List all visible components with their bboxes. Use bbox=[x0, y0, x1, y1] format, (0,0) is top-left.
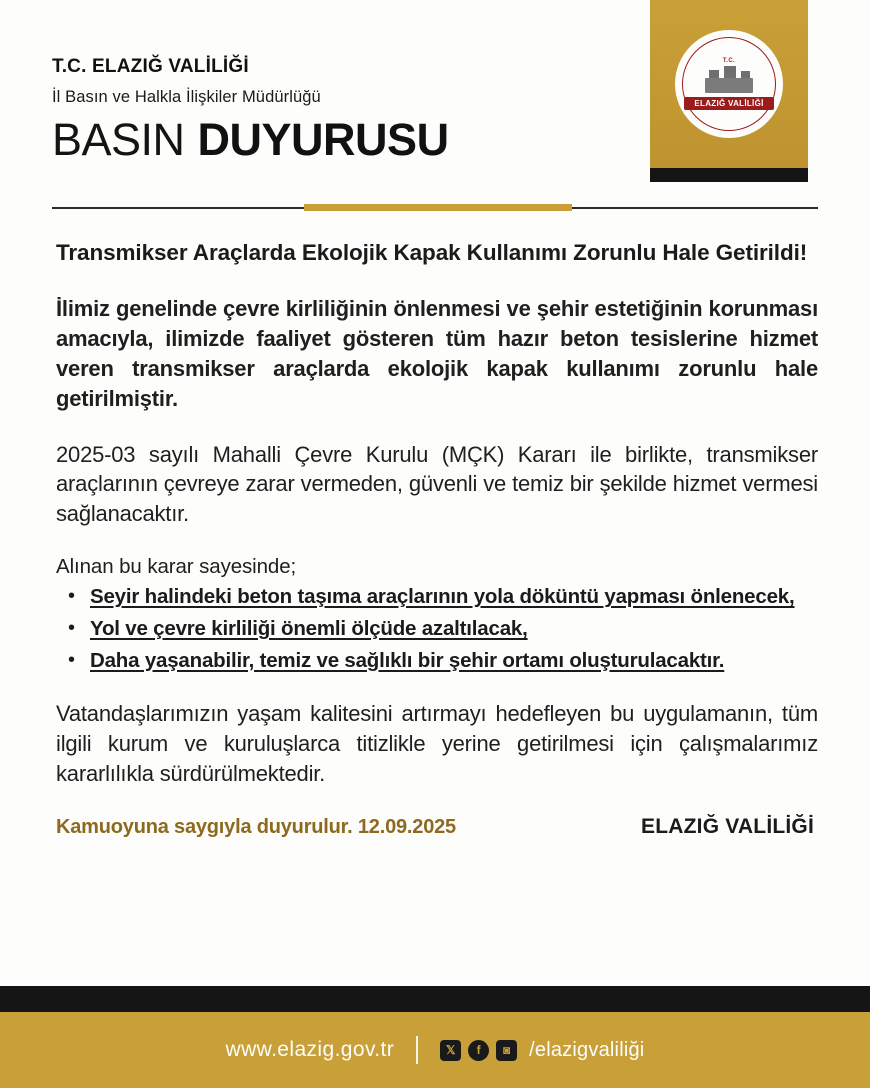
department-name: İl Basın ve Halkla İlişkiler Müdürlüğü bbox=[52, 88, 321, 106]
organization-name: T.C. ELAZIĞ VALİLİĞİ bbox=[52, 56, 249, 77]
footer-dark-bar bbox=[0, 986, 870, 1012]
list-item bbox=[56, 583, 818, 612]
seal-tc-label: T.C. bbox=[722, 58, 736, 64]
benefits-list-intro: Alınan bu karar sayesinde; bbox=[56, 555, 297, 579]
benefits-list bbox=[56, 583, 818, 675]
seal-inner-ring bbox=[682, 37, 776, 131]
page-title-bold: DUYURUSU bbox=[197, 114, 449, 165]
footer-gold-bar bbox=[0, 1012, 870, 1088]
social-links bbox=[440, 1039, 644, 1062]
social-handle[interactable]: /elazigvaliliği bbox=[529, 1038, 645, 1061]
instagram-icon[interactable]: ◙ bbox=[496, 1040, 517, 1061]
x-twitter-icon[interactable]: 𝕏 bbox=[440, 1040, 461, 1061]
seal-ribbon-label: ELAZIĞ VALİLİĞİ bbox=[684, 97, 773, 110]
document-header bbox=[0, 0, 870, 196]
document-body bbox=[0, 212, 870, 839]
signature-label: ELAZIĞ VALİLİĞİ bbox=[641, 815, 814, 839]
paragraph-3: Vatandaşlarımızın yaşam kalitesini artırmayı hedefleyen bu uygulamanın, tüm ilgili kurum ve kuruluşlarca titizlikle yerine getirilmesi için çalışmalarımız kararlılıkla sürdürülmektedir. bbox=[56, 701, 818, 787]
page-title-light: BASIN bbox=[52, 114, 185, 165]
list-item-text: Seyir halindeki beton taşıma araçlarının yola döküntü yapması önlenecek, bbox=[90, 585, 795, 609]
list-item bbox=[56, 647, 818, 676]
governorship-logo-block bbox=[650, 0, 808, 168]
list-item-text: Daha yaşanabilir, temiz ve sağlıklı bir şehir ortamı oluşturulacaktır. bbox=[90, 648, 725, 672]
divider-gold-bar bbox=[304, 204, 572, 211]
facebook-icon[interactable]: f bbox=[468, 1040, 489, 1061]
header-divider bbox=[52, 204, 818, 212]
paragraph-2: 2025-03 sayılı Mahalli Çevre Kurulu (MÇK) Kararı ile birlikte, transmikser araçlarının çevreye zarar vermeden, güvenli ve temiz bir şekilde hizmet vermesi sağlanacaktır. bbox=[56, 441, 818, 527]
announcement-headline: Transmikser Araçlarda Ekolojik Kapak Kullanımı Zorunlu Hale Getirildi! bbox=[56, 240, 808, 265]
website-url[interactable]: www.elazig.gov.tr bbox=[225, 1038, 395, 1061]
castle-seal-icon bbox=[701, 67, 757, 93]
closing-row bbox=[56, 815, 818, 839]
footer-divider bbox=[416, 1036, 418, 1064]
list-item-text: Yol ve çevre kirliliği önemli ölçüde azaltılacak, bbox=[90, 616, 528, 640]
list-item bbox=[56, 615, 818, 644]
paragraph-1: İlimiz genelinde çevre kirliliğinin önlenmesi ve şehir estetiğinin korunması amacıyla, ilimizde faaliyet gösteren tüm hazır beton tesislerine hizmet veren transmikser araçlarda ekolojik kapak kullanımı zorunlu hale getirilmiştir. bbox=[56, 295, 818, 411]
governorship-seal bbox=[677, 32, 781, 136]
closing-statement: Kamuoyuna saygıyla duyurulur. 12.09.2025 bbox=[56, 816, 456, 839]
